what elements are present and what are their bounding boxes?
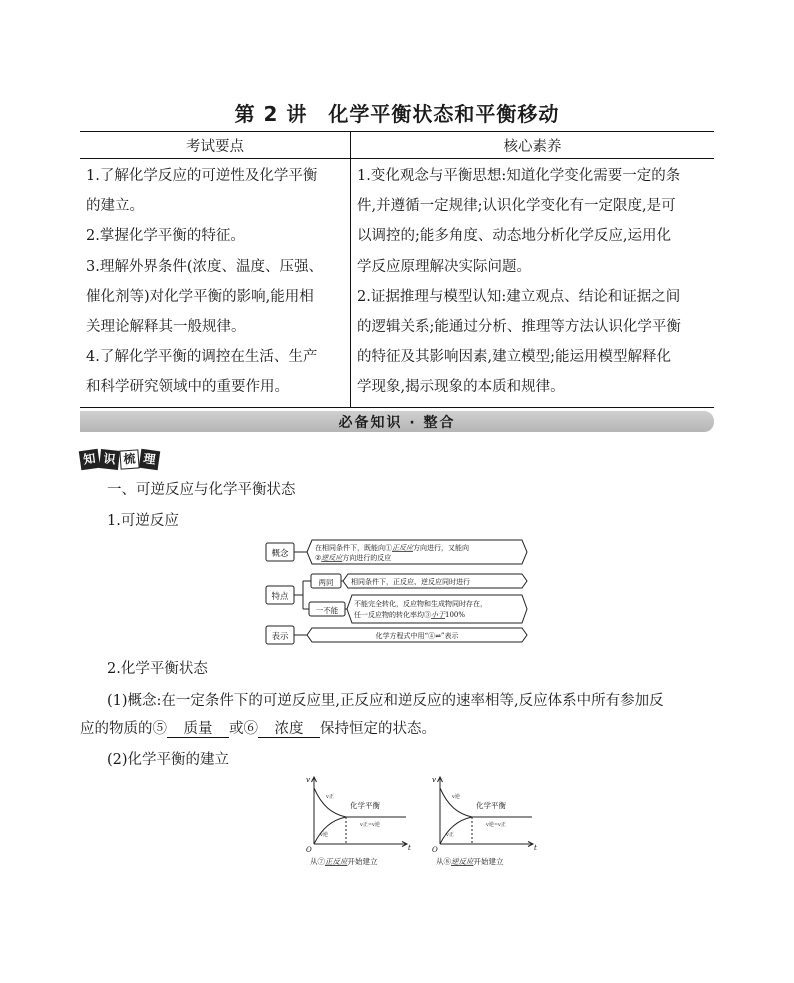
literacy-line: 1.变化观念与平衡思想:知道化学变化需要一定的条 [357, 168, 681, 184]
requirements-table [80, 131, 714, 408]
blank-3: 小于 [431, 611, 445, 619]
exam-point-line: 和科学研究领域中的重要作用。 [86, 379, 289, 396]
representation-label: 表示 [271, 632, 289, 642]
literacy-line: 的特征及其影响因素,建立模型;能运用模型解释化 [357, 349, 671, 366]
badge-char: 知 [79, 449, 100, 470]
exam-point-line: 4.了解化学平衡的调控在生活、生产 [86, 349, 318, 366]
forward-rate-curve [440, 817, 472, 844]
reverse-rate-curve [314, 817, 346, 844]
reversible-reaction-diagram [265, 538, 529, 646]
subsection-heading: 1.可逆反应 [107, 513, 179, 529]
axis-x-label: t [534, 844, 537, 852]
graph-caption: 从⑦正反应开始建立 [310, 857, 378, 866]
badge-char: 梳 [119, 449, 139, 469]
exam-point-line: 1.了解化学反应的可逆性及化学平衡 [86, 168, 318, 184]
literacy-line: 的逻辑关系;能通过分析、推理等方法认识化学平衡 [357, 319, 681, 336]
one-not-text-line1: 不能完全转化，反应物和生成物同时存在， [354, 600, 487, 608]
table-header-exam-points: 考试要点 [80, 132, 351, 159]
page-title: 第 2 讲 化学平衡状态和平衡移动 [234, 102, 560, 126]
concept-paragraph-line1: (1)概念:在一定条件下的可逆反应里,正反应和逆反应的速率相等,反应体系中所有参加反 [107, 693, 664, 709]
equilibrium-graph-reverse [428, 774, 546, 870]
graph-caption: 从⑧逆反应开始建立 [436, 857, 504, 866]
lower-curve-label: v逆 [320, 832, 328, 838]
core-literacy-cell [351, 159, 715, 408]
section-band-title: 必备知识 · 整合 [338, 415, 456, 431]
concept-text-line2: ②逆反应方向进行的反应 [315, 554, 392, 562]
one-not-label: 一不能 [315, 606, 339, 615]
knowledge-badge [80, 450, 160, 469]
equal-rate-label: v逆=v正 [486, 822, 506, 828]
equal-rate-label: v正=v逆 [360, 822, 380, 828]
subsection-heading: (2)化学平衡的建立 [107, 752, 230, 768]
exam-point-line: 的建立。 [86, 198, 144, 215]
equilibrium-label: 化学平衡 [476, 801, 506, 810]
equilibrium-label: 化学平衡 [350, 801, 380, 810]
concept-paragraph-line2: 应的物质的⑤ 质量 或⑥ 浓度 保持恒定的状态。 [80, 721, 436, 737]
upper-curve-label: v逆 [452, 794, 460, 800]
two-same-text: 相同条件下，正反应、逆反应同时进行 [351, 578, 470, 586]
one-not-text-line2: 任一反应物的转化率均③小于100% [354, 611, 466, 619]
concept-label: 概念 [271, 549, 289, 559]
concept-text-line1: 在相同条件下，既能向①正反应方向进行，又能向 [315, 544, 469, 552]
literacy-line: 学反应原理解决实际问题。 [357, 258, 531, 275]
exam-point-line: 3.理解外界条件(浓度、温度、压强、 [86, 258, 323, 275]
axis-y-label: v [306, 776, 310, 784]
blank-1: 正反应 [392, 544, 413, 552]
axis-y-label: v [432, 776, 436, 784]
origin-label: O [432, 846, 438, 854]
lower-curve-label: v正 [446, 832, 454, 838]
answer-blank-5: 质量 [167, 721, 229, 738]
origin-label: O [306, 846, 312, 854]
literacy-line: 2.证据推理与模型认知:建立观点、结论和证据之间 [357, 288, 681, 305]
literacy-line: 件,并遵循一定规律;认识化学变化有一定限度,是可 [357, 198, 676, 215]
exam-points-cell [80, 159, 351, 408]
literacy-line: 以调控的;能多角度、动态地分析化学反应,运用化 [357, 228, 671, 245]
upper-curve-label: v正 [326, 794, 334, 800]
feature-label: 特点 [271, 592, 289, 602]
exam-point-line: 关理论解释其一般规律。 [86, 319, 246, 336]
axis-x-label: t [408, 844, 411, 852]
subsection-heading: 2.化学平衡状态 [107, 661, 208, 677]
exam-point-line: 催化剂等)对化学平衡的影响,能用相 [86, 288, 314, 305]
badge-char: 识 [99, 449, 120, 470]
section-band [80, 411, 714, 432]
representation-text: 化学方程式中用“④⇌”表示 [375, 632, 459, 640]
answer-blank-8: 逆反应 [451, 857, 474, 866]
two-same-label: 两同 [318, 578, 334, 587]
literacy-line: 学现象,揭示现象的本质和规律。 [357, 379, 565, 396]
equilibrium-graph-forward [302, 774, 420, 870]
answer-blank-6: 浓度 [258, 721, 320, 738]
section-heading: 一、可逆反应与化学平衡状态 [107, 482, 296, 498]
answer-blank-7: 正反应 [325, 857, 348, 866]
blank-2: 逆反应 [321, 554, 343, 562]
badge-char: 理 [139, 449, 160, 470]
exam-point-line: 2.掌握化学平衡的特征。 [86, 228, 245, 245]
table-header-core-literacy: 核心素养 [351, 132, 715, 159]
